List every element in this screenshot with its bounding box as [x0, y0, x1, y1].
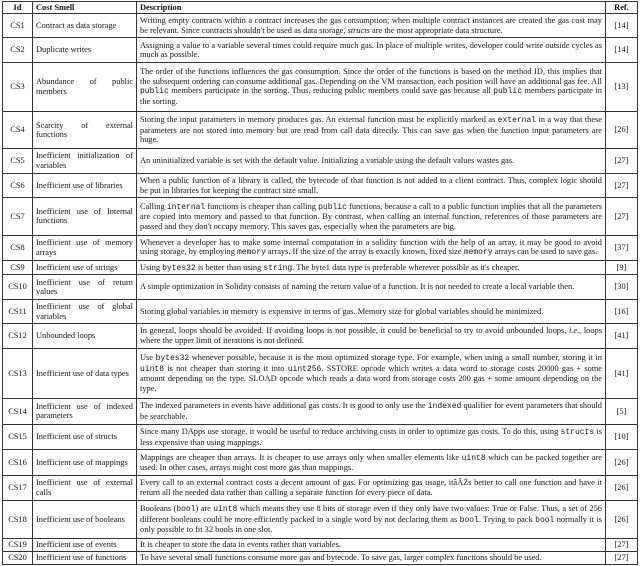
cell-description: Assigning a value to a variable several times could require much gas. In place of multiple writes, developer could write outside cycles as much as possible. — [137, 38, 606, 62]
table-row — [3, 275, 638, 299]
cell-id: CS6 — [3, 173, 33, 197]
cell-cost-smell: Inefficient use of mappings — [33, 450, 137, 476]
table-row — [3, 539, 638, 552]
cell-id: CS10 — [3, 275, 33, 299]
header-row — [3, 2, 638, 14]
cell-ref: [16] — [606, 299, 638, 323]
cell-description: Booleans (bool) are uint8 which means they use 8 bits of storage even if they only have two values: True or False. Thus, a set of 256 different booleans could be more efficiently packed in a single word by not declaring them as bool. Trying to pack bool normally it is only possible to fit 32 bools in one slot. — [137, 500, 606, 539]
cell-id: CS20 — [3, 552, 33, 565]
cell-cost-smell: Abundance of public members — [33, 62, 137, 111]
cell-ref: [30] — [606, 275, 638, 299]
cell-description: Storing global variables in memory is expensive in terms of gas. Memory size for global variables should be minimized. — [137, 299, 606, 323]
cell-description: The indexed parameters in events have additional gas costs. It is good to only use the indexed qualifier for event parameters that should be searchable. — [137, 399, 606, 425]
header-cost-smell: Cost Smell — [33, 2, 137, 14]
cell-cost-smell: Inefficient use of return values — [33, 275, 137, 299]
cell-ref: [13] — [606, 62, 638, 111]
cell-ref: [14] — [606, 38, 638, 62]
cell-ref: [14] — [606, 14, 638, 38]
cell-ref: [27] — [606, 552, 638, 565]
cell-cost-smell: Scarcity of external functions — [33, 111, 137, 148]
cell-description: Mappings are cheaper than arrays. It is cheaper to use arrays only when smaller elements like uint8 which can be packed together are used. In other cases, arrays might cost more gas than mappings. — [137, 450, 606, 476]
table-header — [3, 2, 638, 14]
cell-ref: [27] — [606, 539, 638, 552]
cell-id: CS3 — [3, 62, 33, 111]
cell-cost-smell: Inefficient use of functions — [33, 552, 137, 565]
cell-cost-smell: Inefficient use of global variables — [33, 299, 137, 323]
cell-description: To have several small functions consume more gas and bytecode. To save gas, larger complex functions should be used. — [137, 552, 606, 565]
cell-cost-smell: Inefficient use of external calls — [33, 476, 137, 500]
cell-cost-smell: Inefficient use of events — [33, 539, 137, 552]
cell-description: Using bytes32 is better than using string. The byte1 data type is preferable wherever possible as it's cheaper. — [137, 261, 606, 275]
table-row — [3, 198, 638, 235]
cell-cost-smell: Inefficient use of structs — [33, 424, 137, 450]
cell-cost-smell: Inefficient use of data types — [33, 348, 137, 398]
header-description: Description — [137, 2, 606, 14]
cell-ref: [26] — [606, 111, 638, 148]
cell-cost-smell: Inefficient use of booleans — [33, 500, 137, 539]
cell-ref: [9] — [606, 261, 638, 275]
cell-description: Storing the input parameters in memory produces gas. An external function must be explicitly marked as external in a way that these parameters are not stored into memory but are read from call data directly. This can save gas when the function input parameters are huge. — [137, 111, 606, 148]
cost-smells-table — [2, 1, 638, 565]
cell-id: CS17 — [3, 476, 33, 500]
cell-cost-smell: Inefficient initialization of variables — [33, 149, 137, 173]
cell-ref: [41] — [606, 348, 638, 398]
cell-ref: [5] — [606, 399, 638, 425]
cell-description: In general, loops should be avoided. If avoiding loops is not possible, it could be beneficial to try to avoid unbounded loops, i.e., loops where the upper limit of iterations is not defined. — [137, 324, 606, 348]
cell-id: CS4 — [3, 111, 33, 148]
cell-id: CS14 — [3, 399, 33, 425]
table-row — [3, 14, 638, 38]
cell-ref: [27] — [606, 198, 638, 235]
cell-id: CS11 — [3, 299, 33, 323]
cell-ref: [26] — [606, 500, 638, 539]
cell-description: When a public function of a library is called, the bytecode of that function is not added to a client contract. Thus, complex logic should be put in libraries for keeping the contract size small. — [137, 173, 606, 197]
cell-description: Whenever a developer has to make some internal computation in a solidity function with the help of an array, it may be good to avoid using storage, by employing memory arrays. If the size of the array is exactly known, fixed size memory arrays can be used to save gas. — [137, 235, 606, 261]
table-row — [3, 38, 638, 62]
table-row — [3, 173, 638, 197]
cell-id: CS12 — [3, 324, 33, 348]
cell-id: CS13 — [3, 348, 33, 398]
cell-id: CS9 — [3, 261, 33, 275]
table-row — [3, 62, 638, 111]
cell-cost-smell: Inefficient use of strings — [33, 261, 137, 275]
table-row — [3, 399, 638, 425]
cell-ref: [26] — [606, 450, 638, 476]
cell-ref: [27] — [606, 173, 638, 197]
cell-ref: [26] — [606, 476, 638, 500]
cell-description: A simple optimization in Solidity consists of naming the return value of a function. It is not needed to create a local variable then. — [137, 275, 606, 299]
cell-description: Use bytes32 whenever possible, because it is the most optimized storage type. For example, when using a small number, storing it in uint8 is not cheaper than storing it into uint256. SSTORE opcode which writes a data word to storage costs 20000 gas + some amount depending on the type. SLOAD opcode which reads a data word from storage costs 200 gas + some amount depending on the type. — [137, 348, 606, 398]
table-row — [3, 261, 638, 275]
cell-cost-smell: Inefficient use of libraries — [33, 173, 137, 197]
cell-description: The order of the functions influences the gas consumption. Since the order of the functions is based on the method ID, this implies that the subsequent ordering can consume additional gas. Depending on the VM transaction, each position will have an additional gas fee. All public members participate in the sorting. Thus, reducing public members could save gas because all public members participate in the sorting. — [137, 62, 606, 111]
cell-cost-smell: Inefficient use of memory arrays — [33, 235, 137, 261]
cell-description: Calling internal functions is cheaper than calling public functions, because a call to a public function implies that all the parameters are copied into memory and passed to that function. By contrast, when calling an internal function, references of those parameters are passed and they don't occupy memory. This saves gas, especially when the parameters are big. — [137, 198, 606, 235]
cell-description: Every call to an external contract costs a decent amount of gas. For optimizing gas usage, itâĂŹs better to call one function and have it return all the needed data rather than calling a separate function for every piece of data. — [137, 476, 606, 500]
cell-ref: [41] — [606, 324, 638, 348]
cell-cost-smell: Inefficient use of Internal functions — [33, 198, 137, 235]
table-row — [3, 500, 638, 539]
cell-id: CS18 — [3, 500, 33, 539]
cell-description: Writing empty contracts within a contract increases the gas consumption; when multiple contract instances are created the gas cost may be relevant. Since contracts shouldn't be used as data storage, structs are the most appropriate data structure. — [137, 14, 606, 38]
cell-description: An uninitialized variable is set with the default value. Initializing a variable using the default values wastes gas. — [137, 149, 606, 173]
cell-ref: [10] — [606, 424, 638, 450]
cell-cost-smell: Duplicate writes — [33, 38, 137, 62]
table-row — [3, 348, 638, 398]
table-row — [3, 149, 638, 173]
table-row — [3, 450, 638, 476]
cell-cost-smell: Unbounded loops — [33, 324, 137, 348]
cell-id: CS19 — [3, 539, 33, 552]
cell-ref: [37] — [606, 235, 638, 261]
cell-description: Since many DApps use storage, it would be useful to reduce archiving costs in order to optimize gas costs. To do this, using structs is less expensive than using mappings. — [137, 424, 606, 450]
table-row — [3, 476, 638, 500]
header-ref: Ref. — [606, 2, 638, 14]
cell-cost-smell: Contract as data storage — [33, 14, 137, 38]
cell-id: CS15 — [3, 424, 33, 450]
cell-id: CS5 — [3, 149, 33, 173]
cell-description: It is cheaper to store the data in events rather than variables. — [137, 539, 606, 552]
table-row — [3, 111, 638, 148]
cell-ref: [27] — [606, 149, 638, 173]
table-body — [3, 14, 638, 565]
cell-id: CS16 — [3, 450, 33, 476]
cell-cost-smell: Inefficient use of indexed parameters — [33, 399, 137, 425]
table-row — [3, 552, 638, 565]
cell-id: CS7 — [3, 198, 33, 235]
cell-id: CS8 — [3, 235, 33, 261]
cell-id: CS2 — [3, 38, 33, 62]
header-id: Id — [3, 2, 33, 14]
table-row — [3, 299, 638, 323]
table-row — [3, 235, 638, 261]
table-row — [3, 424, 638, 450]
table-row — [3, 324, 638, 348]
cell-id: CS1 — [3, 14, 33, 38]
